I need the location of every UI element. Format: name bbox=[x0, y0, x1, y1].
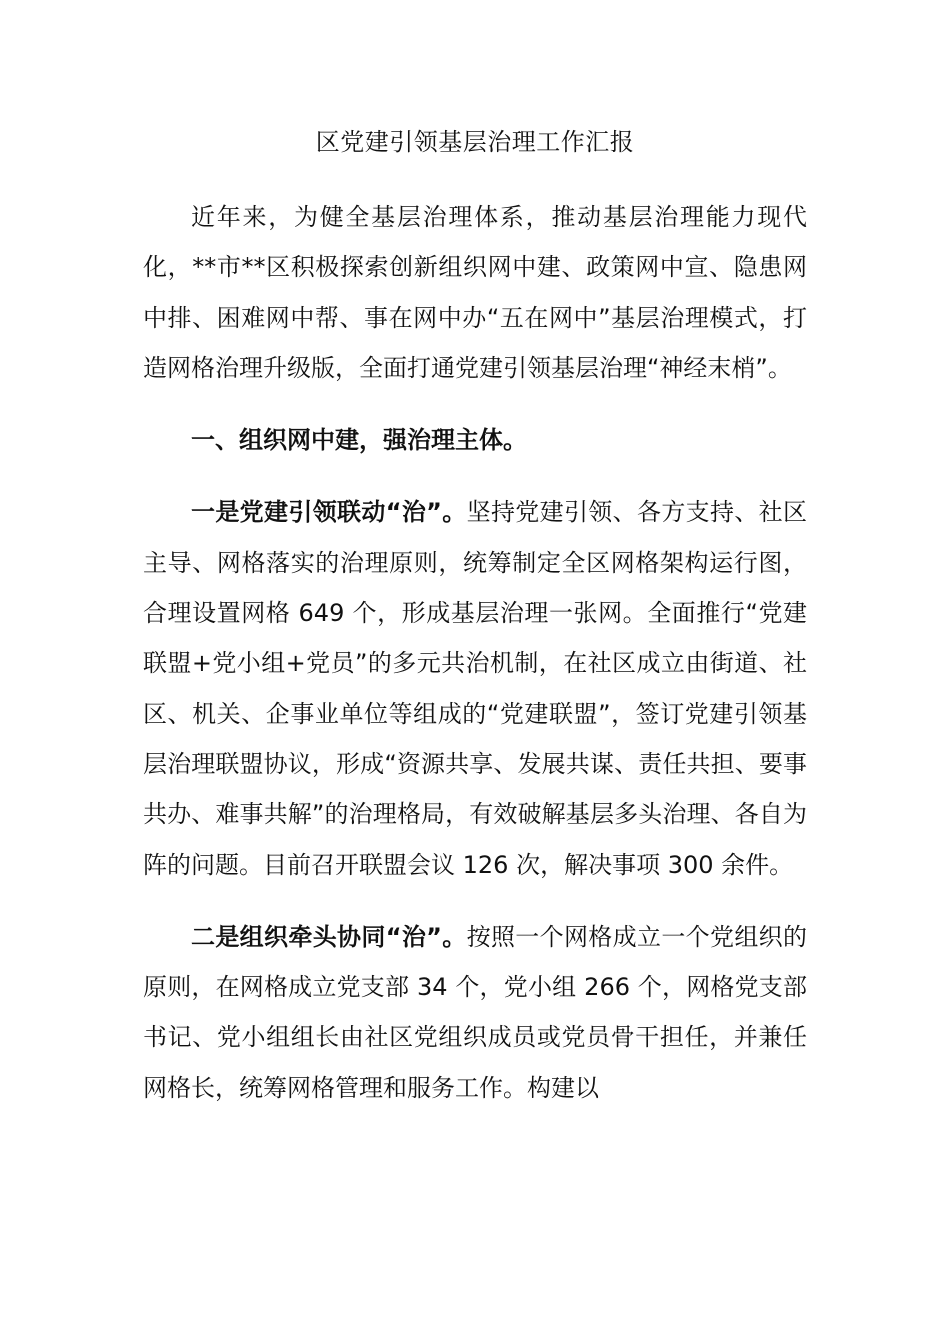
item-one-paragraph bbox=[143, 487, 807, 889]
document-title: 区党建引领基层治理工作汇报 bbox=[315, 128, 635, 156]
document-body bbox=[143, 192, 807, 1113]
paragraph-gap bbox=[143, 465, 807, 487]
paragraph-gap bbox=[143, 890, 807, 912]
item-two-paragraph bbox=[143, 912, 807, 1113]
paragraph-gap bbox=[143, 393, 807, 415]
item-two-body: 按照一个网格成立一个党组织的原则，在网格成立党支部 34 个，党小组 266 个，网格党支部书记、党小组组长由社区党组织成员或党员骨干担任，并兼任网格长，统筹网格管理和服务工作。构建以 bbox=[143, 922, 808, 1102]
intro-paragraph: 近年来，为健全基层治理体系，推动基层治理能力现代化，**市**区积极探索创新组织网中建、政策网中宣、隐患网中排、困难网中帮、事在网中办“五在网中”基层治理模式，打造网格治理升级版，全面打通党建引领基层治理“神经末梢”。 bbox=[143, 203, 807, 382]
item-one-body: 坚持党建引领、各方支持、社区主导、网格落实的治理原则，统筹制定全区网格架构运行图，合理设置网格 649 个，形成基层治理一张网。全面推行“党建联盟+党小组+党员”的多元共治机制，在社区成立由街道、社区、机关、企事业单位等组成的“党建联盟”，签订党建引领基层治理联盟协议，形成“资源共享、发展共谋、责任共担、要事共办、难事共解”的治理格局，有效破解基层多头治理、各自为阵的问题。目前召开联盟会议 126 次，解决事项 300 余件。 bbox=[143, 498, 808, 879]
item-one-lead: 一是党建引领联动“治”。 bbox=[191, 498, 467, 527]
item-two-lead: 二是组织牵头协同“治”。 bbox=[191, 922, 467, 951]
section-heading: 一、组织网中建，强治理主体。 bbox=[191, 426, 527, 455]
